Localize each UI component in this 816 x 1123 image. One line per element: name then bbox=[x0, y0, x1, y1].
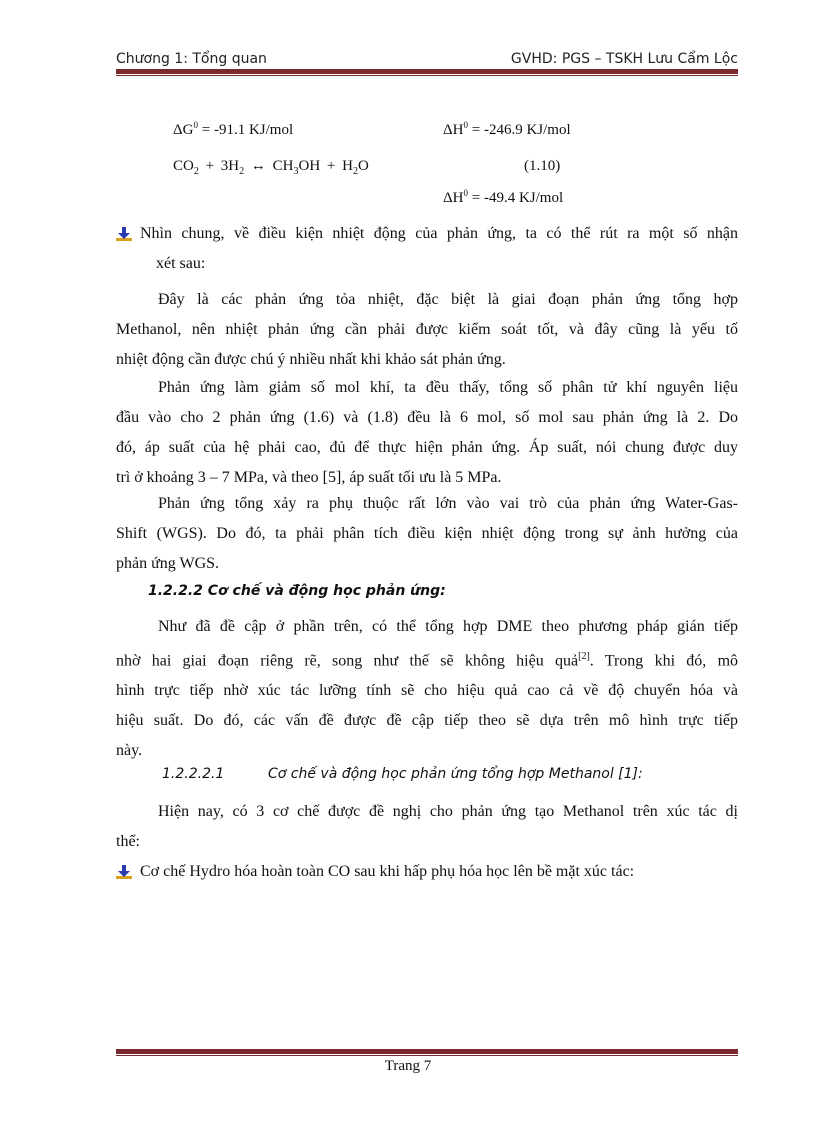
paragraph-line: thể: bbox=[116, 833, 140, 850]
paragraph-exothermic bbox=[116, 285, 738, 375]
header-supervisor: GVHD: PGS – TSKH Lưu Cẩm Lộc bbox=[510, 51, 738, 67]
section-heading: 1.2.2.2 Cơ chế và động học phản ứng: bbox=[148, 583, 446, 599]
equation-number: (1.10) bbox=[524, 158, 561, 174]
paragraph-line: Như đã đề cập ở phần trên, có thể tổng hợp DME theo phương pháp gián tiếp bbox=[158, 618, 738, 635]
paragraph-line: Đây là các phản ứng tỏa nhiệt, đặc biệt là giai đoạn phản ứng tổng hợp bbox=[158, 291, 738, 308]
bullet-summary-line: xét sau: bbox=[156, 255, 206, 272]
paragraph-line: này. bbox=[116, 742, 143, 760]
header-rule bbox=[116, 69, 738, 74]
paragraph-line: nhờ hai giai đoạn riêng rẽ, song như thế sẽ không hiệu quả[2]. Trong khi đó, mô bbox=[116, 651, 739, 670]
paragraph-pressure bbox=[116, 373, 738, 493]
subsection-heading bbox=[162, 766, 643, 782]
header-rule-thin bbox=[116, 75, 738, 76]
page-number: Trang 7 bbox=[384, 1058, 432, 1074]
paragraph-line: hình trực tiếp nhờ xúc tác lưỡng tính sẽ cho hiệu quả cao cả về độ chuyển hóa và bbox=[116, 682, 738, 700]
paragraph-line: đó, áp suất của hệ phải cao, đủ để thực hiện phản ứng. Áp suất, nói chung được duy bbox=[116, 439, 738, 456]
footer-rule-thin bbox=[116, 1055, 738, 1056]
equation-delta-h-2: $\Delta H^0 = -49.4$ KJ/mol bbox=[443, 188, 564, 206]
paragraph-line: Phản ứng làm giảm số mol khí, ta đều thấy, tổng số phân tử khí nguyên liệu bbox=[158, 379, 738, 396]
paragraph-wgs bbox=[116, 489, 738, 579]
footer-rule bbox=[116, 1049, 738, 1054]
equation-delta-g: $\Delta G^0 = -91.1$ KJ/mol bbox=[173, 120, 294, 138]
equation-delta-h-1: $\Delta H^0 = -246.9$ KJ/mol bbox=[443, 120, 571, 138]
paragraph-three-mechanisms bbox=[116, 797, 738, 857]
paragraph-line: hiệu suất. Do đó, các vấn đề được đề cập tiếp theo sẽ dựa trên mô hình trực tiếp bbox=[116, 712, 738, 730]
paragraph-line: Hiện nay, có 3 cơ chế được đề nghị cho phản ứng tạo Methanol trên xúc tác dị bbox=[158, 803, 738, 820]
equation-reaction: $CO_2 + 3H_2$ ↔ $CH_3OH + H_2O$ bbox=[173, 158, 369, 177]
paragraph-line: Shift (WGS). Do đó, ta phải phân tích điều kiện nhiệt động trong sự ảnh hưởng của bbox=[116, 525, 738, 542]
arrow-down-bullet-icon bbox=[116, 865, 132, 881]
header-chapter: Chương 1: Tổng quan bbox=[116, 51, 267, 67]
bullet-hydrogenation bbox=[140, 857, 738, 887]
paragraph-mechanism bbox=[116, 612, 738, 766]
paragraph-line: Methanol, nên nhiệt phản ứng cần phải được kiểm soát tốt, và đây cũng là yếu tố bbox=[116, 321, 738, 338]
arrow-down-bullet-icon bbox=[116, 227, 132, 243]
paragraph-line: trì ở khoảng 3 – 7 MPa, và theo [5], áp suất tối ưu là 5 MPa. bbox=[116, 469, 502, 486]
bullet-hydrogenation-line: Cơ chế Hydro hóa hoàn toàn CO sau khi hấp phụ hóa học lên bề mặt xúc tác: bbox=[140, 863, 635, 880]
paragraph-line: Phản ứng tổng xảy ra phụ thuộc rất lớn vào vai trò của phản ứng Water-Gas- bbox=[158, 495, 738, 512]
page-header bbox=[116, 49, 738, 71]
bullet-summary-cont bbox=[156, 249, 738, 279]
paragraph-line: phản ứng WGS. bbox=[116, 555, 220, 572]
bullet-summary-line: Nhìn chung, về điều kiện nhiệt động của phản ứng, ta có thể rút ra một số nhận bbox=[140, 225, 738, 242]
subsection-number: 1.2.2.2.1 bbox=[162, 766, 225, 782]
subsection-title: Cơ chế và động học phản ứng tổng hợp Methanol [1]: bbox=[268, 766, 643, 782]
paragraph-line: đầu vào cho 2 phản ứng (1.6) và (1.8) đều là 6 mol, số mol sau phản ứng là 2. Do bbox=[116, 409, 738, 426]
bullet-summary bbox=[140, 219, 738, 249]
citation-ref: [2] bbox=[578, 651, 590, 662]
paragraph-line: nhiệt động cần được chú ý nhiều nhất khi khảo sát phản ứng. bbox=[116, 351, 506, 368]
